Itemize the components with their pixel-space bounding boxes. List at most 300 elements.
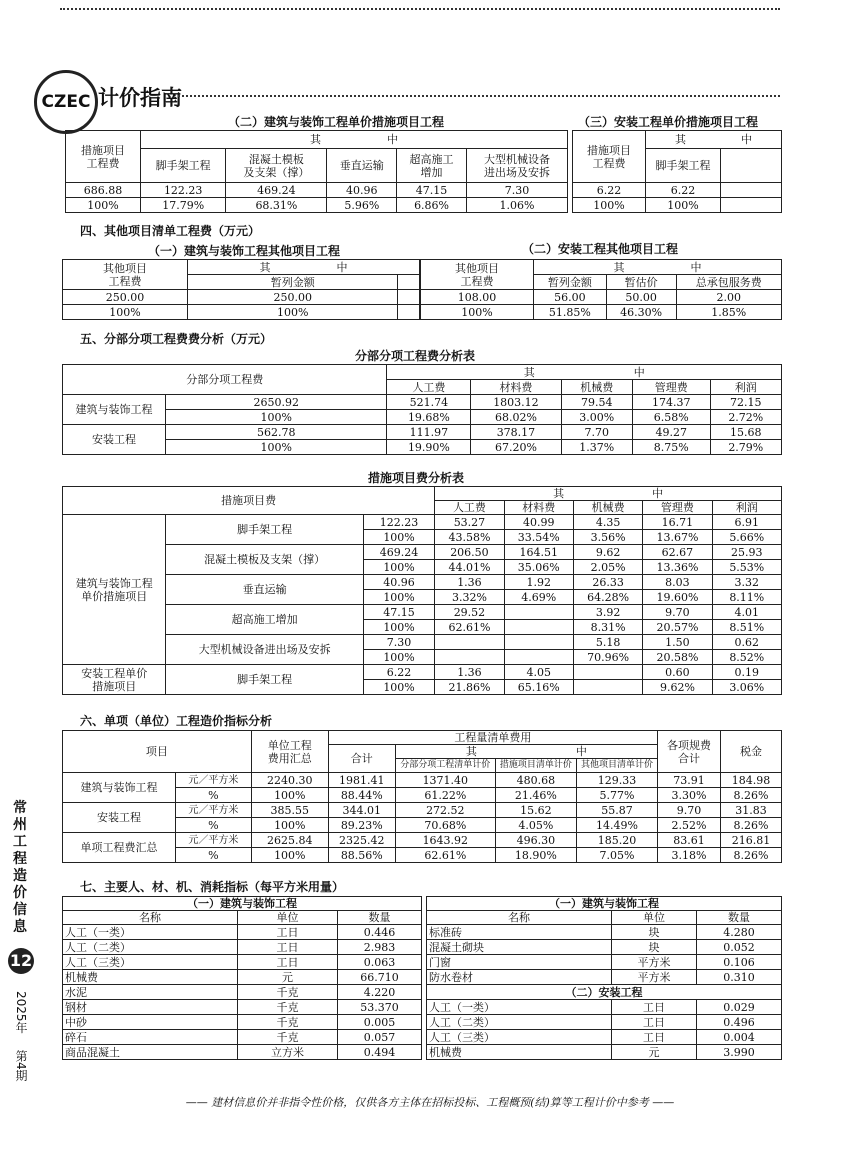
row-label: 建筑与装饰工程 bbox=[63, 773, 176, 803]
cell: 100% bbox=[363, 530, 434, 545]
cell: 89.23% bbox=[328, 818, 395, 833]
header-cell: 其 中 bbox=[395, 745, 657, 759]
cell: 工日 bbox=[238, 940, 338, 955]
header-cell: 其他项目 工程费 bbox=[63, 260, 188, 290]
cell: 0.063 bbox=[338, 955, 422, 970]
section6-title: 六、单项（单位）工程造价指标分析 bbox=[80, 714, 273, 728]
section4-title: 四、其他项目清单工程费（万元） bbox=[80, 224, 261, 238]
cell: 3.32 bbox=[712, 575, 781, 590]
cell: 19.68% bbox=[387, 410, 471, 425]
cell: 人工（二类） bbox=[427, 1015, 612, 1030]
cell: 9.62% bbox=[643, 680, 712, 695]
row-label: 垂直运输 bbox=[166, 575, 363, 605]
cell: 6.22 bbox=[363, 665, 434, 680]
cell: 62.67 bbox=[643, 545, 712, 560]
header-cell: 名称 bbox=[63, 911, 238, 925]
cell: 68.31% bbox=[226, 198, 327, 213]
cell: 47.15 bbox=[363, 605, 434, 620]
cell: 72.15 bbox=[710, 395, 781, 410]
header-cell: 暂估价 bbox=[606, 275, 676, 290]
header-cell: 项目 bbox=[63, 731, 252, 773]
group-label: 安装工程单价 措施项目 bbox=[63, 665, 166, 695]
cell: 1643.92 bbox=[395, 833, 495, 848]
cell: 8.26% bbox=[721, 818, 782, 833]
cell: 29.52 bbox=[435, 605, 504, 620]
cell: 2650.92 bbox=[166, 395, 387, 410]
cell bbox=[573, 665, 642, 680]
cell: 2240.30 bbox=[251, 773, 328, 788]
cell: 3.32% bbox=[435, 590, 504, 605]
cell: 100% bbox=[573, 198, 646, 213]
header-cell: 措施项目费 bbox=[63, 487, 435, 515]
cell: 100% bbox=[188, 305, 398, 320]
cell: 1.36 bbox=[435, 665, 504, 680]
year: 2025年 bbox=[14, 990, 28, 1034]
cell: 83.61 bbox=[658, 833, 721, 848]
cell: 129.33 bbox=[576, 773, 657, 788]
other-b-title: （二）安装工程其他项目工程 bbox=[522, 242, 679, 256]
header-cell: 机械费 bbox=[573, 501, 642, 515]
header-cell: 名称 bbox=[427, 911, 612, 925]
cell: 机械费 bbox=[427, 1045, 612, 1060]
cell: 122.23 bbox=[141, 183, 226, 198]
cell: 工日 bbox=[238, 925, 338, 940]
cell: 16.71 bbox=[643, 515, 712, 530]
other-a-table bbox=[62, 259, 420, 320]
cell: 3.00% bbox=[561, 410, 632, 425]
cell: 4.05% bbox=[495, 818, 576, 833]
cell: 5.53% bbox=[712, 560, 781, 575]
cell: 3.18% bbox=[658, 848, 721, 863]
journal-char: 常 bbox=[13, 800, 27, 816]
cell: 33.54% bbox=[504, 530, 573, 545]
row-label: 脚手架工程 bbox=[166, 515, 363, 545]
cell: 2.79% bbox=[710, 440, 781, 455]
header-title: 计价指南 bbox=[98, 86, 182, 110]
cell: 46.30% bbox=[606, 305, 676, 320]
journal-char: 造 bbox=[13, 868, 27, 884]
header-cell: 混凝土模板 及支架（撑） bbox=[226, 149, 327, 183]
cell: 防水卷材 bbox=[427, 970, 612, 985]
cell: 44.01% bbox=[435, 560, 504, 575]
cell: 13.67% bbox=[643, 530, 712, 545]
logo-text: CZEC bbox=[41, 92, 91, 112]
cell: 0.60 bbox=[643, 665, 712, 680]
row-label: 大型机械设备进出场及安拆 bbox=[166, 635, 363, 665]
cell: 2.72% bbox=[710, 410, 781, 425]
cell: 174.37 bbox=[632, 395, 710, 410]
cell: 3.92 bbox=[573, 605, 642, 620]
cell bbox=[398, 275, 420, 290]
cell: 216.81 bbox=[721, 833, 782, 848]
header-cell: 暂列金额 bbox=[188, 275, 398, 290]
header-cell: 单位 bbox=[238, 911, 338, 925]
header-cell: 措施项目 工程费 bbox=[573, 131, 646, 183]
cell: 1.37% bbox=[561, 440, 632, 455]
cell: 344.01 bbox=[328, 803, 395, 818]
cell: 标准砖 bbox=[427, 925, 612, 940]
cell: 250.00 bbox=[63, 290, 188, 305]
cell: 0.004 bbox=[697, 1030, 782, 1045]
header-cell: 其 中 bbox=[646, 131, 782, 149]
cell: 100% bbox=[646, 198, 721, 213]
cell: 4.69% bbox=[504, 590, 573, 605]
measure-analysis-table bbox=[62, 486, 782, 695]
measure-analysis-title: 措施项目费分析表 bbox=[368, 471, 465, 485]
header-cell: 其 中 bbox=[141, 131, 568, 149]
cell: 7.30 bbox=[466, 183, 567, 198]
cell: 1.85% bbox=[676, 305, 781, 320]
header-cell: 其 中 bbox=[435, 487, 782, 501]
cell: 千克 bbox=[238, 985, 338, 1000]
subitem-table-title: 分部分项工程费分析表 bbox=[355, 349, 476, 363]
cell: 千克 bbox=[238, 1015, 338, 1030]
cell: 人工（二类） bbox=[63, 940, 238, 955]
cell: 1981.41 bbox=[328, 773, 395, 788]
cell: 31.83 bbox=[721, 803, 782, 818]
cell: 100% bbox=[63, 305, 188, 320]
header-cell: 措施项目清单计价 bbox=[495, 759, 576, 773]
cell: 0.057 bbox=[338, 1030, 422, 1045]
cell: 469.24 bbox=[226, 183, 327, 198]
cell: 184.98 bbox=[721, 773, 782, 788]
journal-char: 程 bbox=[13, 851, 27, 867]
cell: 5.66% bbox=[712, 530, 781, 545]
cell: 8.31% bbox=[573, 620, 642, 635]
cell bbox=[398, 305, 420, 320]
cell: 47.15 bbox=[397, 183, 467, 198]
unit: 元／平方米 bbox=[176, 833, 252, 848]
cell: 1.92 bbox=[504, 575, 573, 590]
cell: 门窗 bbox=[427, 955, 612, 970]
header-cell: 利润 bbox=[712, 501, 781, 515]
footer-note: —— 建材信息价并非指令性价格，仅供各方主体在招标投标、工程概预(结)算等工程计价中参考 —— bbox=[185, 1096, 675, 1109]
cell: 3.30% bbox=[658, 788, 721, 803]
cell: 2.983 bbox=[338, 940, 422, 955]
header-cell: 工程量清单费用 bbox=[328, 731, 657, 745]
cell: 100% bbox=[66, 198, 141, 213]
cell: 8.11% bbox=[712, 590, 781, 605]
cell: 65.16% bbox=[504, 680, 573, 695]
cell: 0.106 bbox=[697, 955, 782, 970]
sub-title: （二）安装工程 bbox=[427, 985, 782, 1000]
cell: 8.51% bbox=[712, 620, 781, 635]
cell: 18.90% bbox=[495, 848, 576, 863]
cell: 块 bbox=[612, 940, 697, 955]
cell: 40.99 bbox=[504, 515, 573, 530]
cell: 千克 bbox=[238, 1030, 338, 1045]
cell: 8.75% bbox=[632, 440, 710, 455]
cell bbox=[504, 650, 573, 665]
cell: 26.33 bbox=[573, 575, 642, 590]
cell: 1.36 bbox=[435, 575, 504, 590]
cell: 2.00 bbox=[676, 290, 781, 305]
cell: 6.91 bbox=[712, 515, 781, 530]
unit: % bbox=[176, 818, 252, 833]
cell: 40.96 bbox=[327, 183, 397, 198]
cell: 55.87 bbox=[576, 803, 657, 818]
cell: 480.68 bbox=[495, 773, 576, 788]
cell: 6.58% bbox=[632, 410, 710, 425]
header-cell: 管理费 bbox=[643, 501, 712, 515]
cell: 100% bbox=[421, 305, 534, 320]
cell: 2.05% bbox=[573, 560, 642, 575]
header-cell: 材料费 bbox=[471, 380, 561, 395]
cell: 14.49% bbox=[576, 818, 657, 833]
cell: 70.96% bbox=[573, 650, 642, 665]
header-cell: 脚手架工程 bbox=[646, 149, 721, 183]
sub-title: （一）建筑与装饰工程 bbox=[427, 897, 782, 911]
header-cell: 合计 bbox=[328, 745, 395, 773]
cell: 0.029 bbox=[697, 1000, 782, 1015]
other-a-title: （一）建筑与装饰工程其他项目工程 bbox=[148, 244, 341, 258]
cell: 人工（三类） bbox=[63, 955, 238, 970]
top-dotted-line bbox=[60, 8, 780, 10]
cell: 中砂 bbox=[63, 1015, 238, 1030]
cell bbox=[721, 183, 782, 198]
cell: 378.17 bbox=[471, 425, 561, 440]
header-cell: 脚手架工程 bbox=[141, 149, 226, 183]
unit: 元／平方米 bbox=[176, 773, 252, 788]
cell bbox=[573, 680, 642, 695]
cell: 2.52% bbox=[658, 818, 721, 833]
cell: 496.30 bbox=[495, 833, 576, 848]
cell: 5.77% bbox=[576, 788, 657, 803]
cell: 64.28% bbox=[573, 590, 642, 605]
header-cell: 单位 bbox=[612, 911, 697, 925]
logo bbox=[34, 70, 98, 134]
cell: 工日 bbox=[612, 1015, 697, 1030]
cell: 7.30 bbox=[363, 635, 434, 650]
page-number: 12 bbox=[8, 948, 34, 974]
header-cell: 材料费 bbox=[504, 501, 573, 515]
cell: 0.62 bbox=[712, 635, 781, 650]
cell: 562.78 bbox=[166, 425, 387, 440]
cell: 185.20 bbox=[576, 833, 657, 848]
journal-char: 工 bbox=[13, 834, 27, 850]
row-label: 单项工程费汇总 bbox=[63, 833, 176, 863]
measure-a-title: （二）建筑与装饰工程单价措施项目工程 bbox=[228, 115, 445, 129]
cell: 4.05 bbox=[504, 665, 573, 680]
cell: 工日 bbox=[612, 1030, 697, 1045]
cell: 混凝土砌块 bbox=[427, 940, 612, 955]
cell: 56.00 bbox=[534, 290, 607, 305]
cell: 4.01 bbox=[712, 605, 781, 620]
cell: 206.50 bbox=[435, 545, 504, 560]
cell: 15.68 bbox=[710, 425, 781, 440]
header-cell: 总承包服务费 bbox=[676, 275, 781, 290]
header-cell: 措施项目 工程费 bbox=[66, 131, 141, 183]
cell: 8.26% bbox=[721, 848, 782, 863]
cell: 88.44% bbox=[328, 788, 395, 803]
cell: 8.26% bbox=[721, 788, 782, 803]
cell: 15.62 bbox=[495, 803, 576, 818]
cell: 千克 bbox=[238, 1000, 338, 1015]
cell: 6.86% bbox=[397, 198, 467, 213]
cell bbox=[398, 290, 420, 305]
cell: 19.90% bbox=[387, 440, 471, 455]
cell: 机械费 bbox=[63, 970, 238, 985]
cell: 100% bbox=[251, 818, 328, 833]
measure-b-table bbox=[572, 130, 782, 213]
cell: 250.00 bbox=[188, 290, 398, 305]
cell: 49.27 bbox=[632, 425, 710, 440]
unit: 元／平方米 bbox=[176, 803, 252, 818]
cell: 469.24 bbox=[363, 545, 434, 560]
cell: 碎石 bbox=[63, 1030, 238, 1045]
group-label: 建筑与装饰工程 单价措施项目 bbox=[63, 515, 166, 665]
cell: 4.280 bbox=[697, 925, 782, 940]
cell: 6.22 bbox=[573, 183, 646, 198]
cell: 7.05% bbox=[576, 848, 657, 863]
cell: 商品混凝土 bbox=[63, 1045, 238, 1060]
cell: 164.51 bbox=[504, 545, 573, 560]
cell: 7.70 bbox=[561, 425, 632, 440]
cell: 9.70 bbox=[643, 605, 712, 620]
header-cell: 数量 bbox=[697, 911, 782, 925]
cell: 9.62 bbox=[573, 545, 642, 560]
issue: 第4期 bbox=[14, 1050, 28, 1082]
row-label: 脚手架工程 bbox=[166, 665, 363, 695]
measure-a-table bbox=[65, 130, 568, 213]
section7-title: 七、主要人、材、机、消耗指标（每平方米用量） bbox=[80, 880, 345, 894]
header-cell: 其 中 bbox=[387, 365, 782, 380]
cell: 686.88 bbox=[66, 183, 141, 198]
cell: 13.36% bbox=[643, 560, 712, 575]
measure-b-title: （三）安装工程单价措施项目工程 bbox=[578, 115, 759, 129]
cell: 工日 bbox=[238, 955, 338, 970]
cell: 100% bbox=[166, 440, 387, 455]
cell: 25.93 bbox=[712, 545, 781, 560]
cell: 51.85% bbox=[534, 305, 607, 320]
cell: 70.68% bbox=[395, 818, 495, 833]
cell: 108.00 bbox=[421, 290, 534, 305]
other-b-table bbox=[420, 259, 782, 320]
cell: 元 bbox=[238, 970, 338, 985]
cell: 人工（一类） bbox=[427, 1000, 612, 1015]
cell: 立方米 bbox=[238, 1045, 338, 1060]
cell: 21.46% bbox=[495, 788, 576, 803]
cell bbox=[721, 149, 782, 183]
cell: 3.06% bbox=[712, 680, 781, 695]
header-cell: 分部分项工程费 bbox=[63, 365, 387, 395]
header-cell: 人工费 bbox=[435, 501, 504, 515]
cell bbox=[435, 635, 504, 650]
cell: 68.02% bbox=[471, 410, 561, 425]
cell: 62.61% bbox=[435, 620, 504, 635]
consumption-a-table bbox=[62, 896, 422, 1060]
header-cell: 分部分项工程清单计价 bbox=[395, 759, 495, 773]
cell: 2325.42 bbox=[328, 833, 395, 848]
cell: 67.20% bbox=[471, 440, 561, 455]
cell bbox=[504, 635, 573, 650]
cell: 1371.40 bbox=[395, 773, 495, 788]
cell: 53.370 bbox=[338, 1000, 422, 1015]
journal-char: 州 bbox=[13, 817, 27, 833]
header-cell: 机械费 bbox=[561, 380, 632, 395]
cell: 20.57% bbox=[643, 620, 712, 635]
cell: 40.96 bbox=[363, 575, 434, 590]
header-cell: 超高施工 增加 bbox=[397, 149, 467, 183]
cell: 73.91 bbox=[658, 773, 721, 788]
cell: 人工（一类） bbox=[63, 925, 238, 940]
cell: 17.79% bbox=[141, 198, 226, 213]
cell: 100% bbox=[251, 848, 328, 863]
header-cell: 数量 bbox=[338, 911, 422, 925]
row-label: 安装工程 bbox=[63, 803, 176, 833]
cell: 100% bbox=[166, 410, 387, 425]
cell: 100% bbox=[363, 560, 434, 575]
cell: 521.74 bbox=[387, 395, 471, 410]
header-cell: 人工费 bbox=[387, 380, 471, 395]
cell: 平方米 bbox=[612, 970, 697, 985]
cell: 100% bbox=[363, 590, 434, 605]
cell: 66.710 bbox=[338, 970, 422, 985]
header-cell: 单位工程 费用汇总 bbox=[251, 731, 328, 773]
header-cell: 其他项目 工程费 bbox=[421, 260, 534, 290]
cell bbox=[721, 198, 782, 213]
journal-char: 息 bbox=[13, 919, 27, 935]
subitem-analysis-table bbox=[62, 364, 782, 455]
cell: 0.446 bbox=[338, 925, 422, 940]
cell: 1803.12 bbox=[471, 395, 561, 410]
cell bbox=[504, 605, 573, 620]
cell: 385.55 bbox=[251, 803, 328, 818]
cell: 4.220 bbox=[338, 985, 422, 1000]
cell: 0.494 bbox=[338, 1045, 422, 1060]
cost-index-table bbox=[62, 730, 782, 863]
cell: 4.35 bbox=[573, 515, 642, 530]
cell: 8.52% bbox=[712, 650, 781, 665]
header-dotted-line bbox=[178, 95, 780, 97]
journal-char: 信 bbox=[13, 902, 27, 918]
cell: 35.06% bbox=[504, 560, 573, 575]
row-label: 超高施工增加 bbox=[166, 605, 363, 635]
cell: 100% bbox=[251, 788, 328, 803]
cell: 人工（三类） bbox=[427, 1030, 612, 1045]
cell: 100% bbox=[363, 680, 434, 695]
cell: 62.61% bbox=[395, 848, 495, 863]
cell: 平方米 bbox=[612, 955, 697, 970]
cell: 0.496 bbox=[697, 1015, 782, 1030]
header-cell: 各项规费 合计 bbox=[658, 731, 721, 773]
cell: 100% bbox=[363, 650, 434, 665]
sub-title: （一）建筑与装饰工程 bbox=[63, 897, 422, 911]
cell: 水泥 bbox=[63, 985, 238, 1000]
cell: 8.03 bbox=[643, 575, 712, 590]
consumption-b-table bbox=[426, 896, 782, 1060]
cell: 3.56% bbox=[573, 530, 642, 545]
cell: 61.22% bbox=[395, 788, 495, 803]
cell: 272.52 bbox=[395, 803, 495, 818]
cell: 79.54 bbox=[561, 395, 632, 410]
cell: 20.58% bbox=[643, 650, 712, 665]
cell: 5.96% bbox=[327, 198, 397, 213]
cell: 钢材 bbox=[63, 1000, 238, 1015]
cell: 0.005 bbox=[338, 1015, 422, 1030]
cell: 111.97 bbox=[387, 425, 471, 440]
section5-title: 五、分部分项工程费费分析（万元） bbox=[80, 332, 273, 346]
journal-name bbox=[8, 800, 32, 936]
cell bbox=[435, 650, 504, 665]
unit: % bbox=[176, 848, 252, 863]
header-cell: 其 中 bbox=[534, 260, 782, 275]
cell: 88.56% bbox=[328, 848, 395, 863]
cell: 21.86% bbox=[435, 680, 504, 695]
cell: 1.50 bbox=[643, 635, 712, 650]
cell bbox=[504, 620, 573, 635]
cell: 122.23 bbox=[363, 515, 434, 530]
